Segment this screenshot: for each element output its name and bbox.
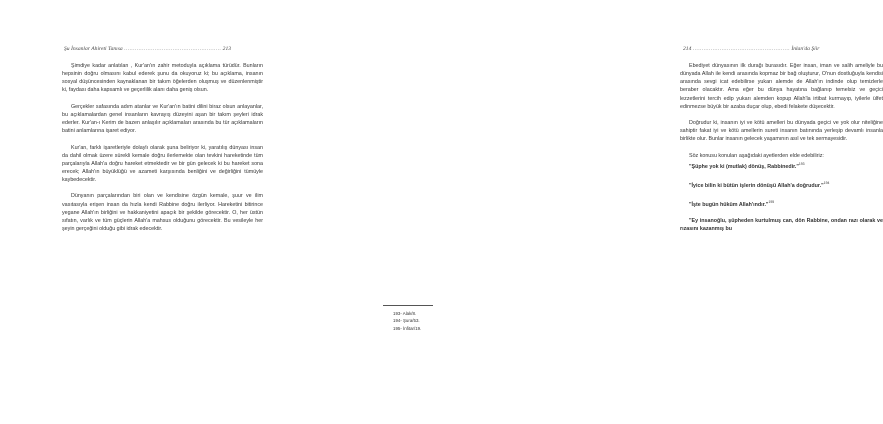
footnote: 195- İnfitar/19. bbox=[393, 325, 422, 331]
right-header-title: İnlan'da Şiir bbox=[791, 46, 820, 52]
footnote-ref: 195 bbox=[768, 200, 775, 204]
paragraph: Şimdiye kadar anlatılan , Kur'an'ın zahir metoduyla açıklama türüdür. Bunların hepsinin doğru olmasını kabul ederek şunu da okuyoruz ki; bu açıklama, insanın sosyal düşüncesinden kaynaklanan bir takım öğelerden oluşmuş ve düzenlenmiştir ki, faydası daha kapsamlı ve geçerlilik alanı daha geniş olsun. bbox=[62, 63, 263, 94]
left-page-header bbox=[64, 46, 231, 52]
footnote-ref: 193 bbox=[798, 161, 805, 166]
right-page-header bbox=[683, 46, 819, 52]
verse-quote bbox=[680, 217, 883, 233]
verse-text: "Şüphe yok ki (mutlak) dönüş, Rabbinedir." bbox=[689, 163, 799, 170]
intro-line: Söz konusu konuları aşağıdaki ayetlerden elde edebiliriz: bbox=[689, 152, 824, 159]
right-page-number: 214 bbox=[683, 46, 692, 52]
verse-quote bbox=[680, 160, 883, 171]
paragraph: Gerçekler safasında adım atanlar ve Kur'an'ın batini dilini biraz olsun anlayanlar, bu açıklamalardan genel insanların kavrayış düzeyini aşan bir takım şeyleri idrak ederler. Kur'an-ı Kerim de bazen anlaşılır açıklamaları arasında bu tür açıklamaların batini anlamlarına işaret ediyor. bbox=[62, 103, 263, 135]
right-header-leader: ...................................................... bbox=[692, 46, 790, 52]
footnotes bbox=[393, 310, 421, 332]
left-page-body bbox=[62, 62, 263, 241]
verse-quote bbox=[680, 198, 883, 209]
right-page bbox=[300, 0, 883, 424]
paragraph: Dünyanın parçalarından biri olan ve kendisine özgün kemale, şuur ve ilim vasıtasıyla erişen insan da hızla kendi Rabbine doğru ilerliyor. Hareketini bitirince yegane Allah'ın birliğini ve hakkaniyetini apaçık bir şekilde görecektir. O, her üstün sıfatın, varlık ve tüm güçlerin Allah'a mahsus olduğunu görecektir. Bu vesileyle her şeyin gerçeğini olduğu gibi idrak edecektir. bbox=[62, 193, 263, 233]
paragraph: Kur'an, farklı işaretleriyle dolaylı olarak şuna beliriyor ki, yaratılış dünyası insan da dahil olmak üzere sürekli kemale doğru ilerlemekte olan tevkini hareketinde tüm parçalarıyla Allah'a doğru hareket etmektedir ve bir gün gelecek ki bu hareket sona erecek; Allah'ın büyüklüğü ve azameti karşısında benliğini ve değirliğini tümüyle kaybedecektir. bbox=[62, 144, 263, 184]
verse-text: "İşte bugün hüküm Allah'ındır." bbox=[689, 201, 769, 208]
left-header-title: Şu İnsanlar Ahireti Tanısa bbox=[64, 46, 123, 52]
verse-text: "Ey insanoğlu, şüpheden kurtulmuş can, dön Rabbine, ondan razı olarak ve rızasını kazanmış bu bbox=[680, 218, 883, 233]
verse-quote bbox=[680, 179, 883, 190]
left-header-leader: ...................................................... bbox=[124, 46, 222, 52]
left-page-number: 213 bbox=[222, 46, 232, 52]
right-page-body bbox=[680, 62, 883, 242]
verse-text: "İyice bilin ki bütün işlerin dönüşü Allah'a doğrudur." bbox=[689, 182, 824, 189]
footnote-divider bbox=[383, 305, 433, 306]
footnote: 194- Şura/53. bbox=[393, 318, 420, 324]
footnote: 193- Alak/8. bbox=[393, 311, 417, 316]
paragraph: Ebediyet dünyasının ilk durağı burasıdır. Eğer insan, iman ve salih ameliyle bu dünyada Allah ile kendi arasında kopmaz bir bağ oluşturur, O'nun dostluğuyla kendisi arasında sevgi icat edebilirse yukarı alemde de Allah'ın indinde olup temizlerle beraber olacaktır. Ama eğer bu dünya hayatına bağlanıp temelsiz ve geçici lezzetlerini tercih edip yukarı alemden kopup Allah'la irtibat kurmayıp, iyilerle ülfet edinmezse büyük bir azaba duçar olup, ebedi felakete düşecektir. bbox=[680, 63, 883, 110]
footnote-ref: 194 bbox=[823, 180, 830, 185]
paragraph: Doğrudur ki, insanın iyi ve kötü amelleri bu dünyada geçici ve yok olur niteliğine sahiptir fakat iyi ve kötü amellerin sureti insanın batınında yerleşip devamlı insanla birlikte olur. Bunlar insanın gelecek yaşamının asıl ve tek sermayesidir. bbox=[680, 120, 883, 143]
left-page bbox=[0, 0, 300, 424]
